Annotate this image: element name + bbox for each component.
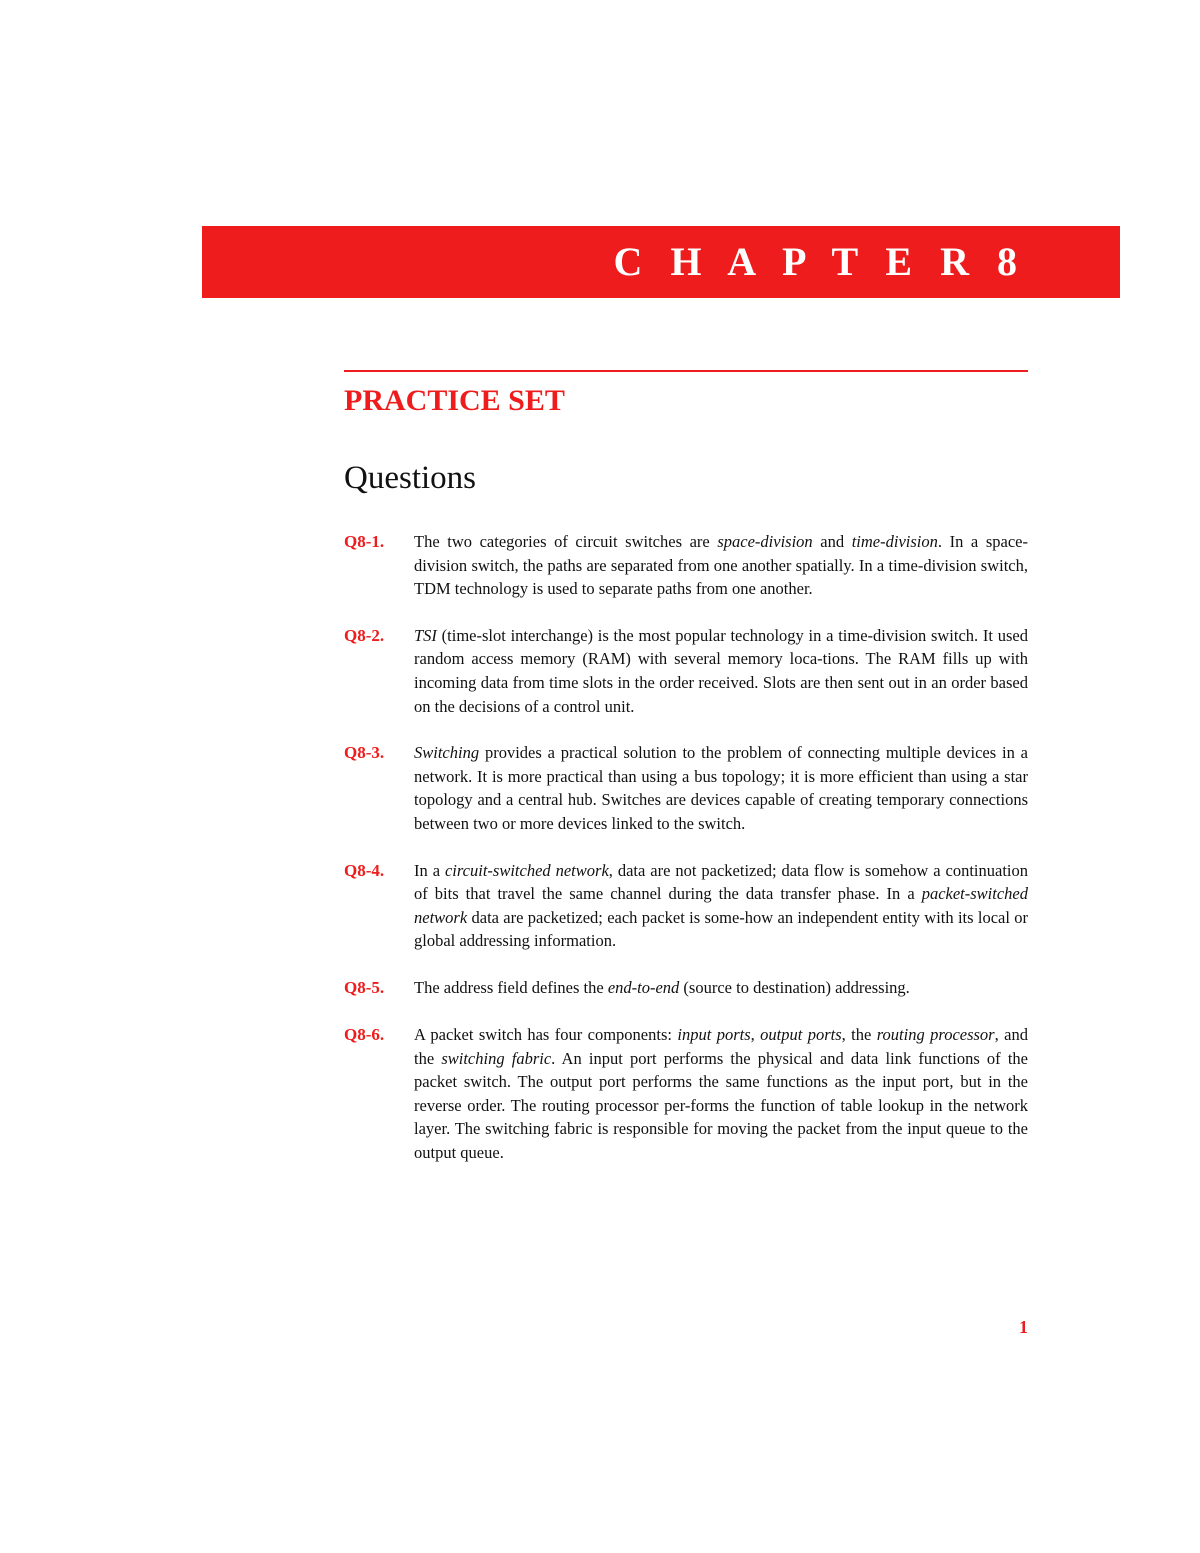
- answer-text: In a: [414, 860, 445, 880]
- question-item: [344, 1023, 1028, 1165]
- answer-text: (source to destination) addressing.: [679, 977, 910, 997]
- question-list: [344, 530, 1028, 1187]
- emphasized-term: routing processor: [876, 1024, 995, 1044]
- emphasized-term: circuit-switched network: [444, 860, 609, 880]
- answer-text: (time-slot interchange) is the most popular technology in a time-division switch. It used random access memory (RAM) with several memory loca-tions. The RAM fills up with incoming data from time slots in the order received. Slots are then sent out in an order based on the decisions of a control unit.: [414, 625, 1028, 716]
- emphasized-term: switching fabric: [441, 1048, 552, 1068]
- answer-text: The two categories of circuit switches are: [414, 532, 718, 551]
- section-title: PRACTICE SET: [344, 384, 565, 417]
- question-answer: [414, 741, 1028, 835]
- question-answer: [414, 624, 1028, 718]
- answer-text: A packet switch has four components:: [414, 1024, 678, 1044]
- emphasized-term: TSI: [414, 625, 437, 645]
- emphasized-term: packet-switched network: [414, 884, 1028, 927]
- emphasized-term: output ports: [760, 1024, 842, 1044]
- section-divider: [344, 370, 1028, 372]
- questions-heading: Questions: [344, 460, 476, 496]
- question-answer: [414, 530, 1028, 601]
- answer-text: , and the: [414, 1024, 1028, 1068]
- answer-text: . An input port performs the physical and data link functions of the packet switch. The output port performs the same functions as the input port, but in the reverse order. The routing processor per-forms the function of table lookup in the network layer. The switching fabric is responsible for moving the packet from the input queue to the output queue.: [414, 1048, 1028, 1162]
- page-number: 1: [1019, 1317, 1028, 1337]
- question-answer: [414, 976, 1028, 1000]
- answer-text: , the: [841, 1024, 877, 1044]
- question-number: Q8-6.: [344, 1024, 385, 1044]
- answer-text: The address field defines the: [414, 977, 608, 997]
- question-item: [344, 530, 1028, 601]
- question-answer: [414, 859, 1028, 953]
- chapter-banner: [202, 226, 1120, 298]
- emphasized-term: time-division: [851, 532, 938, 551]
- question-item: [344, 976, 1028, 1000]
- question-item: [344, 859, 1028, 953]
- question-number: Q8-1.: [344, 532, 385, 551]
- question-item: [344, 624, 1028, 718]
- chapter-title: C H A P T E R 8: [613, 239, 1026, 284]
- question-number: Q8-5.: [344, 977, 385, 997]
- answer-text: and: [812, 532, 852, 551]
- answer-text: ,: [750, 1024, 761, 1044]
- question-number: Q8-4.: [344, 860, 385, 880]
- answer-text: . In a space-division switch, the paths are separated from one another spatially. In a time-division switch, TDM technology is used to separate paths from one another.: [414, 532, 1028, 599]
- emphasized-term: end-to-end: [607, 977, 680, 997]
- emphasized-term: Switching: [414, 743, 480, 763]
- answer-text: data are packetized; each packet is some-how an independent entity with its local or global addressing information.: [414, 907, 1028, 951]
- answer-text: , data are not packetized; data flow is somehow a continuation of bits that travel the same channel during the data transfer phase. In a: [414, 860, 1028, 904]
- emphasized-term: space-division: [717, 532, 813, 551]
- emphasized-term: input ports: [677, 1024, 751, 1044]
- question-number: Q8-2.: [344, 625, 385, 645]
- question-item: [344, 741, 1028, 835]
- question-answer: [414, 1023, 1028, 1165]
- question-number: Q8-3.: [344, 743, 385, 763]
- answer-text: provides a practical solution to the problem of connecting multiple devices in a network. It is more practical than using a bus topology; it is more efficient than using a star topology and a central hub. Switches are devices capable of creating temporary connections between two or more devices linked to the switch.: [414, 743, 1028, 833]
